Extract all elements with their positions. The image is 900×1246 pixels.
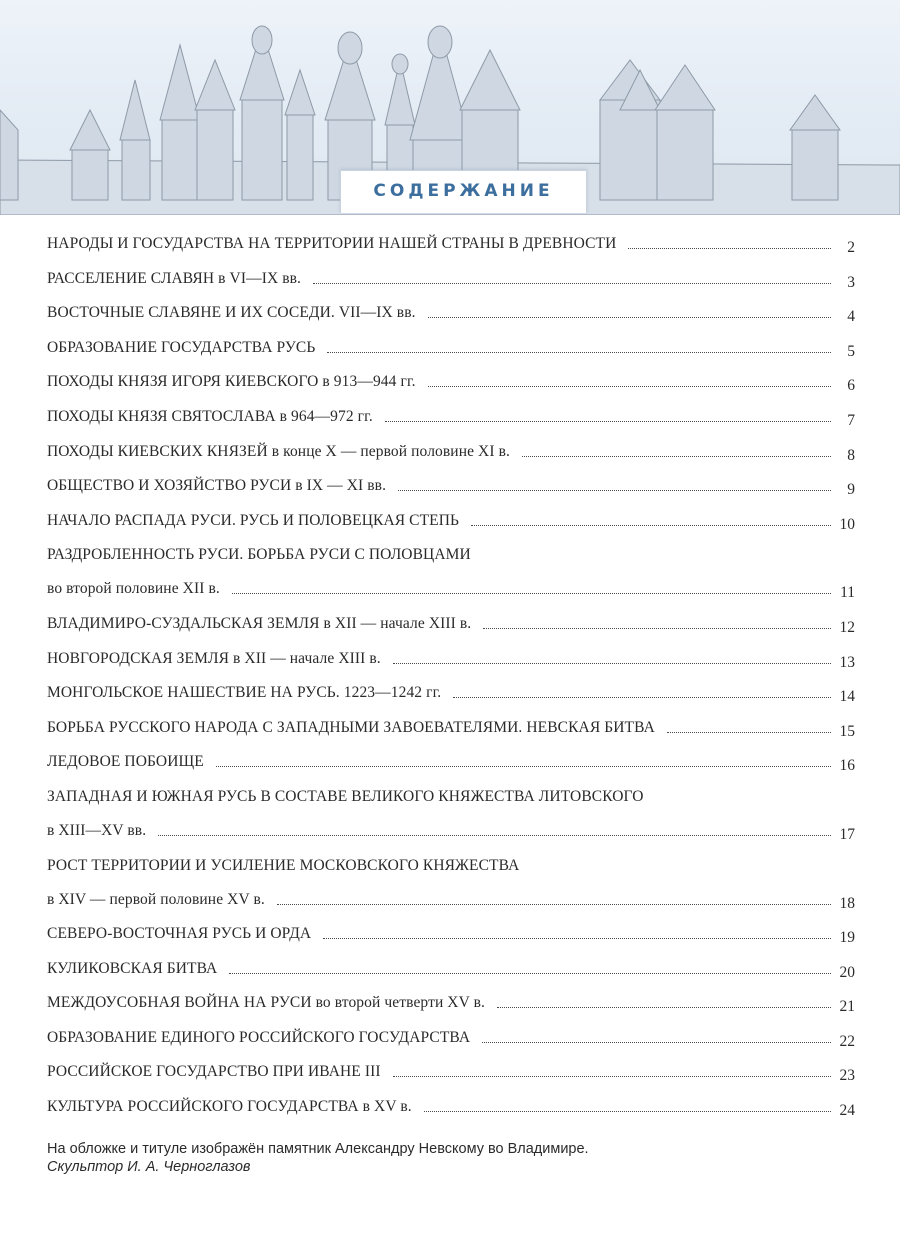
dot-leader [628, 247, 831, 249]
toc-line [47, 395, 855, 430]
toc-line [47, 602, 855, 637]
toc-line [47, 226, 855, 257]
toc-page-number: 21 [839, 998, 855, 1016]
toc-entry [47, 602, 855, 637]
toc-line [47, 637, 855, 672]
toc-entry [47, 226, 855, 257]
toc-entry [47, 326, 855, 361]
toc-title: ПОХОДЫ КИЕВСКИХ КНЯЗЕЙ в конце X — первой половине XI в. [47, 442, 510, 460]
toc-page-number: 6 [847, 377, 855, 395]
dot-leader [398, 489, 831, 491]
toc-title: КУЛИКОВСКАЯ БИТВА [47, 959, 218, 977]
toc-line [47, 1085, 855, 1120]
dot-leader [385, 420, 831, 422]
toc-entry [47, 982, 855, 1017]
toc-entry [47, 913, 855, 948]
dot-leader [158, 834, 831, 836]
toc-entry [47, 947, 855, 982]
toc-page-number: 3 [847, 273, 855, 291]
toc-page-number: 9 [847, 481, 855, 499]
dot-leader [453, 696, 831, 698]
toc-line-wrapped [47, 775, 855, 810]
toc-page-number: 8 [847, 446, 855, 464]
dot-leader [428, 316, 831, 318]
toc-title: РОСТ ТЕРРИТОРИИ И УСИЛЕНИЕ МОСКОВСКОГО КНЯЖЕСТВА [47, 856, 520, 874]
toc-title: СЕВЕРО-ВОСТОЧНАЯ РУСЬ И ОРДА [47, 925, 312, 943]
toc-title: МЕЖДОУСОБНАЯ ВОЙНА НА РУСИ во второй четверти XV в. [47, 994, 485, 1012]
dot-leader [229, 972, 831, 974]
dot-leader [393, 1075, 831, 1077]
toc-title: ЗАПАДНАЯ И ЮЖНАЯ РУСЬ В СОСТАВЕ ВЕЛИКОГО КНЯЖЕСТВА ЛИТОВСКОГО [47, 787, 644, 805]
toc-page-number: 18 [839, 894, 855, 912]
dot-leader [216, 765, 831, 767]
dot-leader [471, 524, 831, 526]
dot-leader [482, 1041, 831, 1043]
toc-title: ПОХОДЫ КНЯЗЯ ИГОРЯ КИЕВСКОГО в 913—944 гг. [47, 373, 416, 391]
toc-page-number: 22 [839, 1032, 855, 1050]
toc-page-number: 19 [839, 929, 855, 947]
toc-title: ОБЩЕСТВО И ХОЗЯЙСТВО РУСИ в IX — XI вв. [47, 477, 387, 495]
toc-title: РАССЕЛЕНИЕ СЛАВЯН в VI—IX вв. [47, 269, 302, 287]
toc-line [47, 1051, 855, 1086]
toc-page-number: 23 [839, 1067, 855, 1085]
toc-entry [47, 257, 855, 292]
toc-title: КУЛЬТУРА РОССИЙСКОГО ГОСУДАРСТВА в XV в. [47, 1098, 412, 1116]
dot-leader [277, 903, 831, 905]
toc-line [47, 361, 855, 396]
sculptor-credit: Скульптор И. А. Черноглазов [47, 1159, 251, 1175]
toc-page-number: 11 [840, 584, 855, 602]
contents-heading-tab [340, 170, 587, 213]
toc-line [47, 947, 855, 982]
toc-entry [47, 292, 855, 327]
toc-title: ВОСТОЧНЫЕ СЛАВЯНЕ И ИХ СОСЕДИ. VII—IX вв. [47, 304, 416, 322]
toc-entry [47, 637, 855, 672]
dot-leader [393, 662, 831, 664]
toc-page-number: 2 [847, 239, 855, 256]
toc-line [47, 810, 855, 844]
toc-title: ОБРАЗОВАНИЕ ЕДИНОГО РОССИЙСКОГО ГОСУДАРСТВА [47, 1028, 471, 1046]
toc-entry [47, 1085, 855, 1120]
toc-line [47, 741, 855, 776]
toc-line [47, 499, 855, 534]
toc-title: НОВГОРОДСКАЯ ЗЕМЛЯ в XII — начале XIII в. [47, 649, 381, 667]
toc-entry [47, 430, 855, 465]
dot-leader [313, 282, 831, 284]
toc-page-number: 17 [839, 825, 855, 843]
toc-line [47, 672, 855, 707]
page-title: СОДЕРЖАНИЕ [373, 181, 554, 201]
toc-entry [47, 775, 855, 844]
dot-leader [323, 937, 831, 939]
toc-line [47, 326, 855, 361]
toc-entry [47, 844, 855, 913]
toc-page-number: 5 [847, 342, 855, 360]
toc-title: в XIII—XV вв. [47, 821, 147, 839]
toc-entry [47, 706, 855, 741]
toc-line [47, 706, 855, 741]
toc-line [47, 430, 855, 465]
dot-leader [522, 455, 831, 457]
toc-entry [47, 1051, 855, 1086]
toc-line [47, 568, 855, 602]
dot-leader [424, 1110, 831, 1112]
dot-leader [232, 592, 831, 594]
toc-title: МОНГОЛЬСКОЕ НАШЕСТВИЕ НА РУСЬ. 1223—1242 гг. [47, 684, 442, 702]
toc-title: РОССИЙСКОЕ ГОСУДАРСТВО ПРИ ИВАНЕ III [47, 1063, 381, 1081]
dot-leader [327, 351, 831, 353]
toc-entry [47, 465, 855, 500]
toc-page-number: 15 [839, 722, 855, 740]
toc-title: ВЛАДИМИРО-СУЗДАЛЬСКАЯ ЗЕМЛЯ в XII — начале XIII в. [47, 614, 472, 632]
toc-page-number: 12 [839, 618, 855, 636]
toc-title: РАЗДРОБЛЕННОСТЬ РУСИ. БОРЬБА РУСИ С ПОЛОВЦАМИ [47, 546, 471, 564]
toc-entry [47, 1016, 855, 1051]
toc-line [47, 913, 855, 948]
toc-title: ЛЕДОВОЕ ПОБОИЩЕ [47, 753, 204, 771]
toc-line-wrapped [47, 534, 855, 569]
toc-title: во второй половине XII в. [47, 580, 220, 598]
toc-line [47, 879, 855, 913]
toc-title: НАРОДЫ И ГОСУДАРСТВА НА ТЕРРИТОРИИ НАШЕЙ СТРАНЫ В ДРЕВНОСТИ [47, 235, 617, 252]
toc-page-number: 16 [839, 757, 855, 775]
toc-line [47, 982, 855, 1017]
toc-title: ОБРАЗОВАНИЕ ГОСУДАРСТВА РУСЬ [47, 338, 316, 356]
toc-title: ПОХОДЫ КНЯЗЯ СВЯТОСЛАВА в 964—972 гг. [47, 407, 373, 425]
toc-page-number: 20 [839, 963, 855, 981]
toc-line [47, 292, 855, 327]
dot-leader [497, 1006, 831, 1008]
toc-entry [47, 361, 855, 396]
toc-entry [47, 499, 855, 534]
toc-page-number: 24 [839, 1102, 855, 1120]
footer-credits [47, 1140, 855, 1176]
toc-line [47, 1016, 855, 1051]
toc-page-number: 14 [839, 688, 855, 706]
toc-title: БОРЬБА РУССКОГО НАРОДА С ЗАПАДНЫМИ ЗАВОЕВАТЕЛЯМИ. НЕВСКАЯ БИТВА [47, 718, 655, 736]
toc-page-number: 10 [839, 515, 855, 533]
toc-page-number: 4 [847, 308, 855, 326]
dot-leader [483, 627, 831, 629]
toc-entry [47, 741, 855, 776]
toc-page-number: 13 [839, 653, 855, 671]
toc-entry [47, 395, 855, 430]
dot-leader [428, 385, 831, 387]
toc-entry [47, 534, 855, 603]
toc-line [47, 257, 855, 292]
toc-title: НАЧАЛО РАСПАДА РУСИ. РУСЬ И ПОЛОВЕЦКАЯ СТЕПЬ [47, 511, 460, 529]
dot-leader [667, 731, 831, 733]
toc-entry [47, 672, 855, 707]
toc-page-number: 7 [847, 411, 855, 429]
cover-note: На обложке и титуле изображён памятник Александру Невскому во Владимире. [47, 1141, 589, 1157]
toc-line-wrapped [47, 844, 855, 879]
toc-line [47, 465, 855, 500]
table-of-contents [47, 226, 855, 1120]
toc-title: в XIV — первой половине XV в. [47, 890, 265, 908]
